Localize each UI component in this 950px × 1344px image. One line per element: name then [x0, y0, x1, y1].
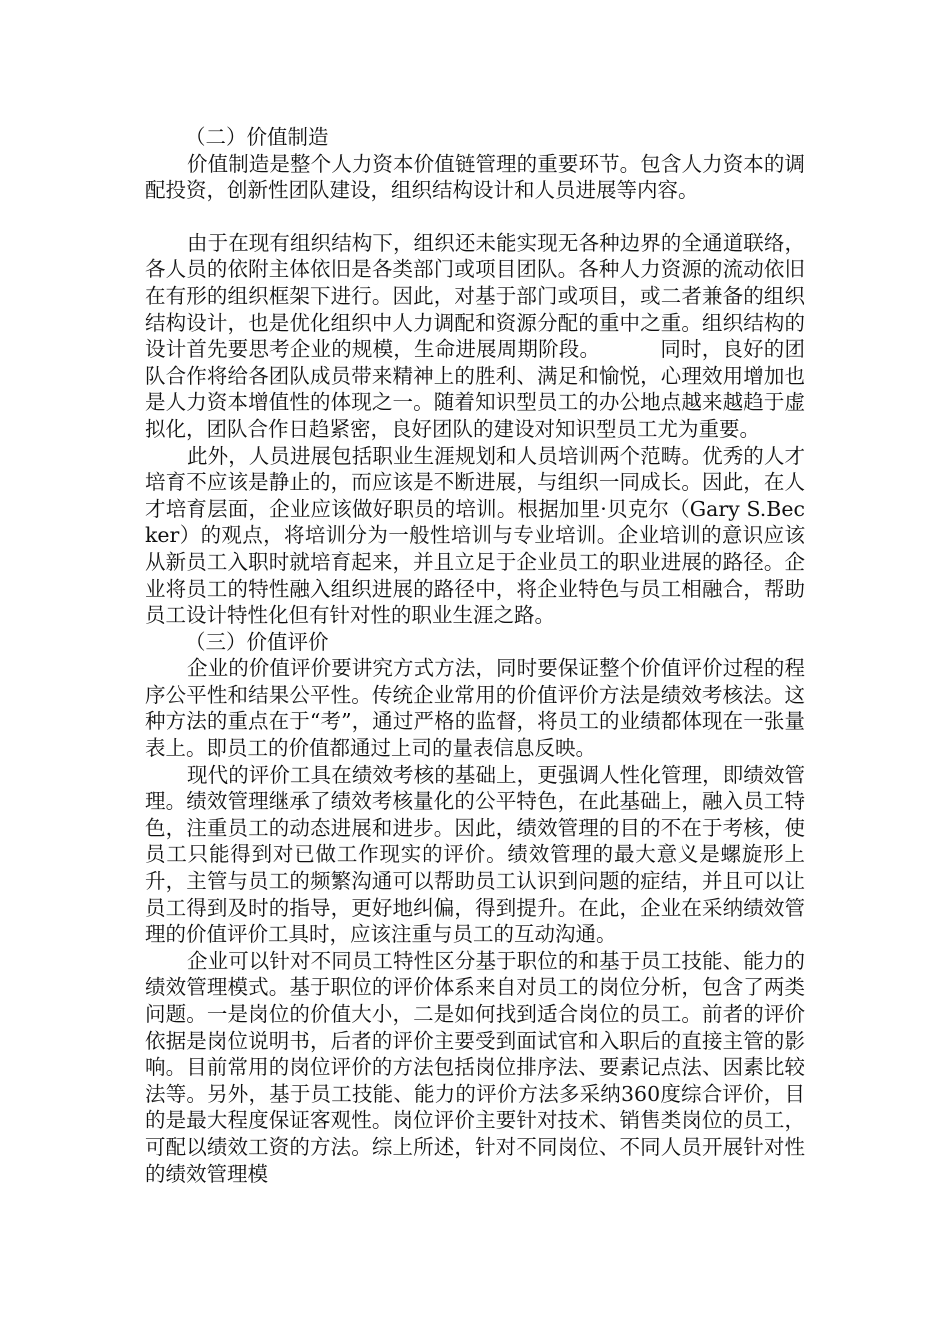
paragraph: 现代的评价工具在绩效考核的基础上，更强调人性化管理，即绩效管理。绩效管理继承了绩效考核量化的公平特色，在此基础上，融入员工特色，注重员工的动态进展和进步。因此，绩效管理的目的不在于考核，使员工只能得到对已做工作现实的评价。绩效管理的最大意义是螺旋形上升，主管与员工的频繁沟通可以帮助员工认识到问题的症结，并且可以让员工得到及时的指导，更好地纠偏，得到提升。在此，企业在采纳绩效管理的价值评价工具时，应该注重与员工的互动沟通。	[145, 762, 805, 947]
section-heading-value-evaluation: （三）价值评价	[185, 629, 329, 654]
paragraph	[145, 230, 805, 443]
paragraph: 价值制造是整个人力资本价值链管理的重要环节。包含人力资本的调配投资，创新性团队建设，组织结构设计和人员进展等内容。	[145, 151, 805, 203]
paragraph: 企业的价值评价要讲究方式方法，同时要保证整个价值评价过程的程序公平性和结果公平性。传统企业常用的价值评价方法是绩效考核法。这种方法的重点在于“考”，通过严格的监督，将员工的业绩都体现在一张量表上。即员工的价值都通过上司的量表信息反映。	[145, 656, 805, 761]
document-page	[145, 124, 805, 1187]
section-heading-value-creation: （二）价值制造	[185, 125, 329, 149]
paragraph: 此外，人员进展包括职业生涯规划和人员培训两个范畴。优秀的人才培育不应该是静止的，而应该是不断进展，与组织一同成长。因此，在人才培育层面，企业应该做好职员的培训。根据加里·贝克尔（Gary S.Becker）的观点，将培训分为一般性培训与专业培训。企业培训的意识应该从新员工入职时就培育起来，并且立足于企业员工的职业进展的路径。企业将员工的特性融入组织进展的路径中，将企业特色与员工相融合，帮助员工设计特性化但有针对性的职业生涯之路。	[145, 443, 805, 628]
paragraph-text: 同时，良好的团队合作将给各团队成员带来精神上的胜利、满足和愉悦，心理效用增加也是人力资本增值性的体现之一。随着知识型员工的办公地点越来越趋于虚拟化，团队合作日趋紧密，良好团队的建设对知识型员工尤为重要。	[145, 337, 805, 441]
paragraph-text: 由于在现有组织结构下，组织还未能实现无各种边界的全通道联络，各人员的依附主体依旧是各类部门或项目团队。各种人力资源的流动依旧在有形的组织框架下进行。因此，对基于部门或项目，或二者兼备的组织结构设计，也是优化组织中人力调配和资源分配的重中之重。组织结构的设计首先要思考企业的规模，生命进展周期阶段。	[145, 230, 805, 362]
paragraph: 企业可以针对不同员工特性区分基于职位的和基于员工技能、能力的绩效管理模式。基于职位的评价体系来自对员工的岗位分析，包含了两类问题。一是岗位的价值大小，二是如何找到适合岗位的员工。前者的评价依据是岗位说明书，后者的评价主要受到面试官和入职后的直接主管的影响。目前常用的岗位评价的方法包括岗位排序法、要素记点法、因素比较法等。另外，基于员工技能、能力的评价方法多采纳360度综合评价，目的是最大程度保证客观性。岗位评价主要针对技术、销售类岗位的员工，可配以绩效工资的方法。综上所述，针对不同岗位、不同人员开展针对性的绩效管理模	[145, 948, 805, 1186]
